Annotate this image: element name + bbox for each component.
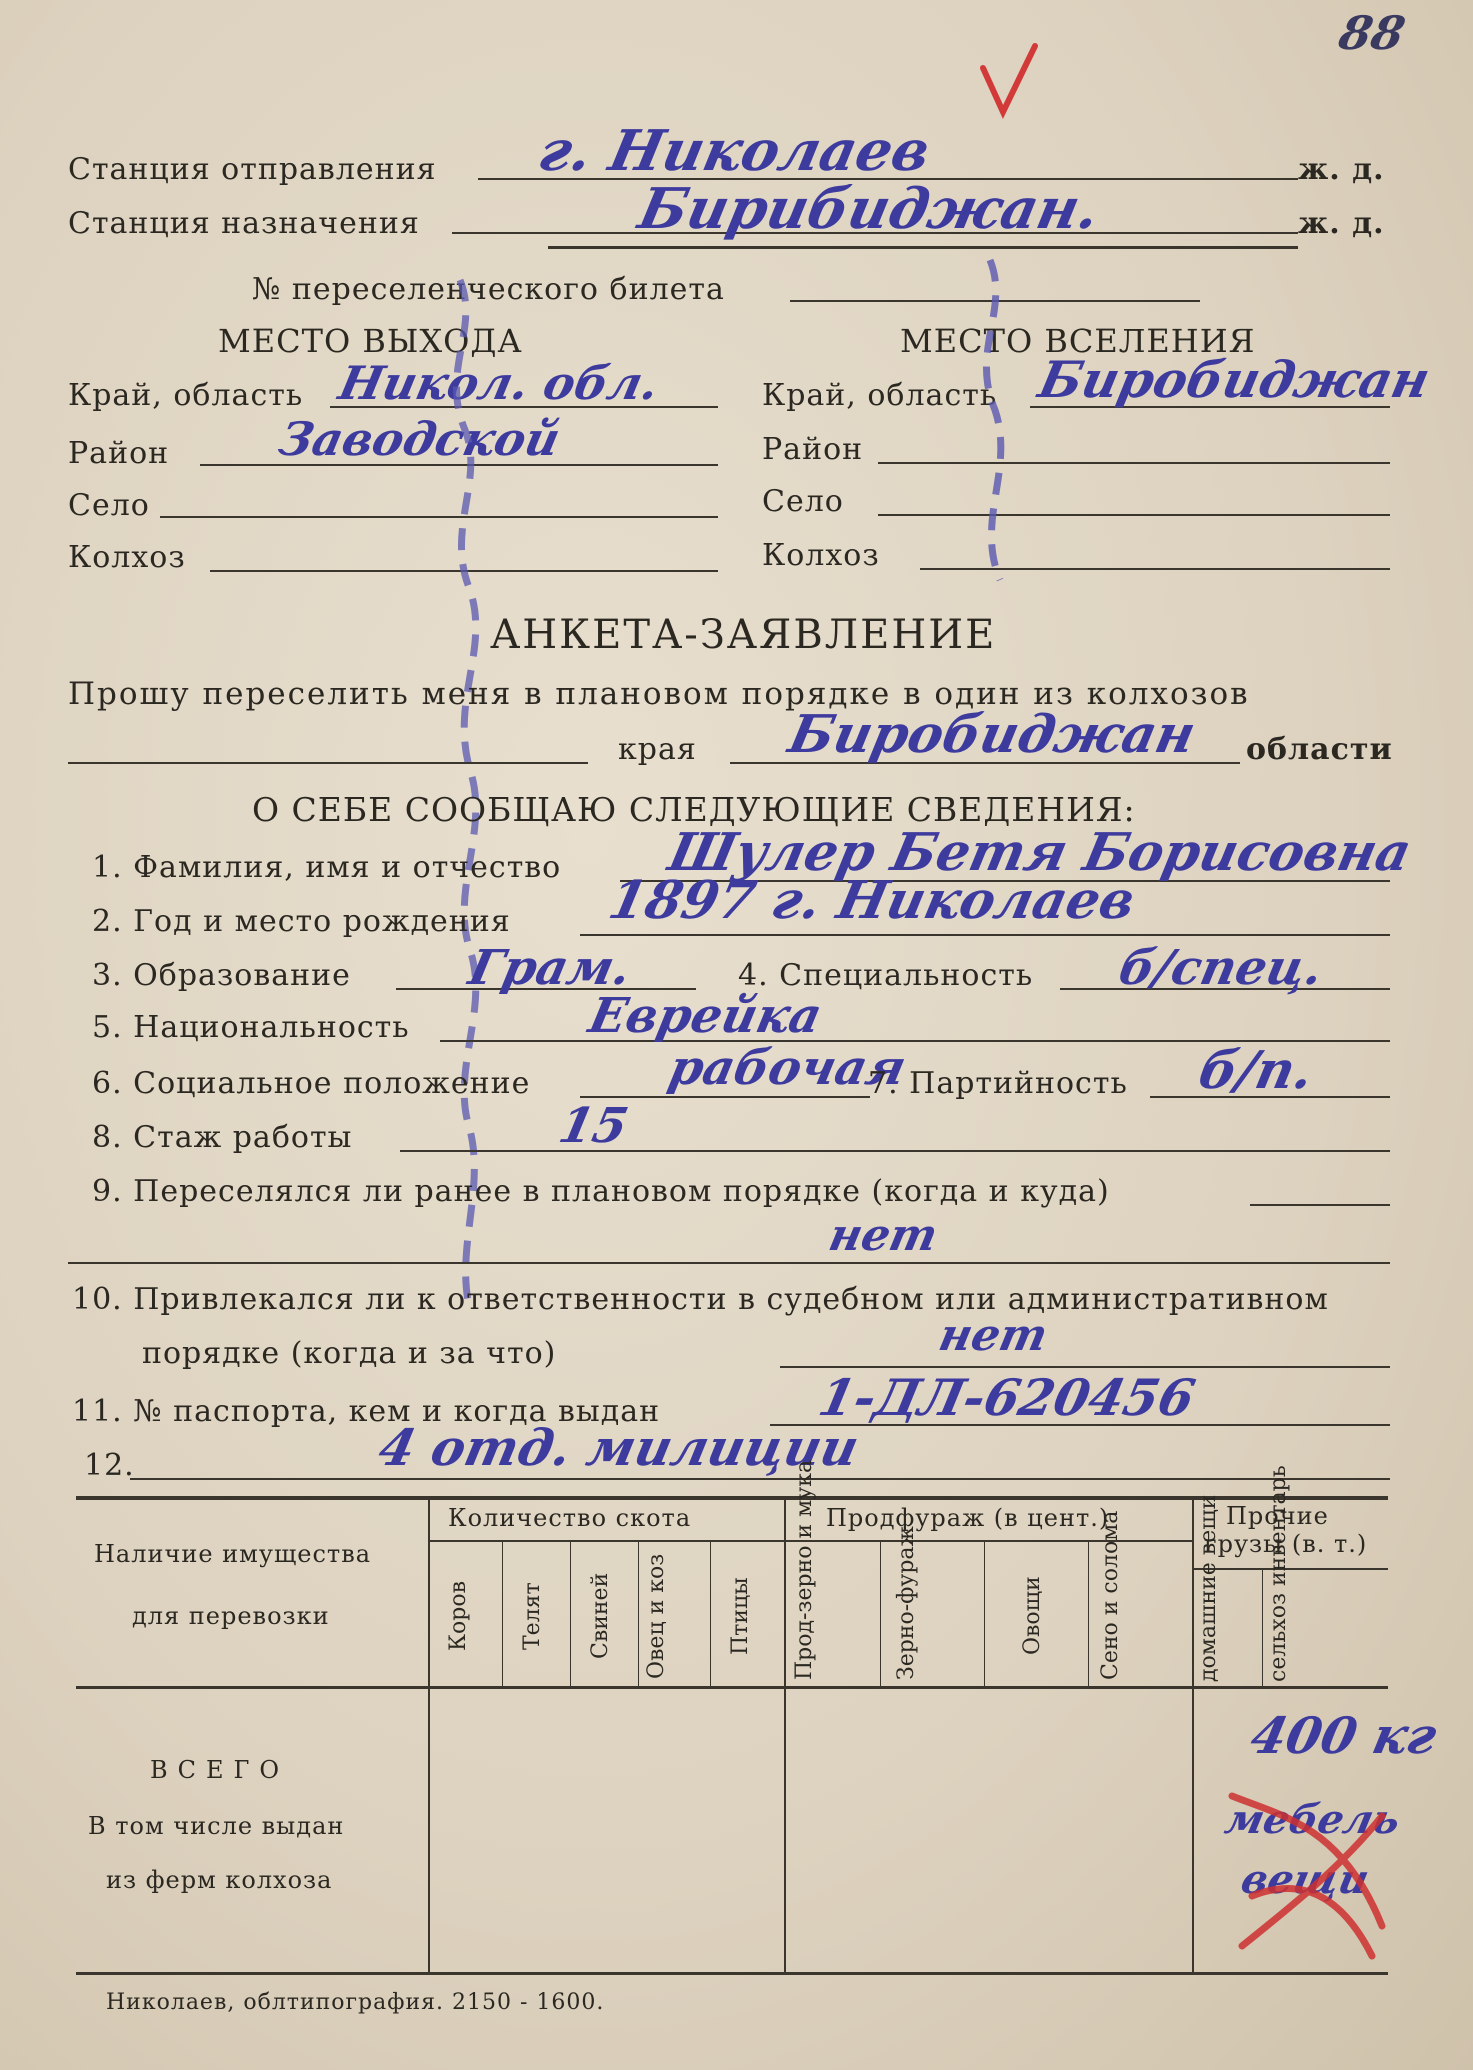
ticket-label: № переселенческого билета bbox=[252, 272, 725, 307]
group-other-line1: Прочие bbox=[1226, 1502, 1329, 1530]
to-kolkhoz-label: Колхоз bbox=[762, 538, 880, 573]
f9-value: нет bbox=[824, 1210, 943, 1261]
incl-line2: из ферм колхоза bbox=[106, 1866, 333, 1894]
to-region-label: Край, область bbox=[762, 378, 998, 413]
from-village-label: Село bbox=[68, 488, 150, 523]
red-cross-out bbox=[1222, 1776, 1392, 1966]
col-fodder-grain: Зерно-фураж bbox=[894, 1526, 919, 1680]
f8-label: 8. Стаж работы bbox=[92, 1120, 353, 1155]
f3-label: 3. Образование bbox=[92, 958, 351, 993]
other-note2: вещи bbox=[1237, 1856, 1374, 1903]
f7-value: б/п. bbox=[1193, 1040, 1319, 1101]
group-fodder: Продфураж (в цент.) bbox=[826, 1504, 1110, 1532]
from-kolkhoz-label: Колхоз bbox=[68, 540, 186, 575]
dest-rail-suffix: ж. д. bbox=[1298, 206, 1385, 241]
f3-value: Грам. bbox=[464, 940, 637, 996]
oblast-value: Биробиджан bbox=[783, 704, 1201, 765]
kray-label: края bbox=[618, 732, 697, 767]
row-header-line2: для перевозки bbox=[132, 1602, 330, 1630]
to-title: МЕСТО ВСЕЛЕНИЯ bbox=[900, 322, 1256, 360]
page-number: 88 bbox=[1334, 6, 1410, 60]
f12-line bbox=[130, 1478, 1390, 1480]
double-rule bbox=[548, 246, 1298, 249]
from-district-value: Заводской bbox=[274, 412, 565, 466]
f10-value: нет bbox=[934, 1310, 1053, 1361]
from-region-value: Никол. обл. bbox=[334, 356, 664, 410]
to-region-value: Биробиджан bbox=[1033, 350, 1436, 409]
form-title: АНКЕТА-ЗАЯВЛЕНИЕ bbox=[490, 612, 997, 658]
f12-value: 4 отд. милиции bbox=[373, 1418, 865, 1477]
request-text: Прошу переселить меня в плановом порядке в один из колхозов bbox=[68, 676, 1250, 712]
f1-value: Шулер Бетя Борисовна bbox=[663, 822, 1417, 883]
f1-label: 1. Фамилия, имя и отчество bbox=[92, 850, 562, 885]
f4-value: б/спец. bbox=[1114, 940, 1329, 996]
f12-label: 12. bbox=[84, 1448, 135, 1483]
from-title: МЕСТО ВЫХОДА bbox=[218, 322, 523, 360]
col-grain: Прод-зерно и мука bbox=[792, 1459, 817, 1680]
col-pigs: Свиней bbox=[588, 1572, 613, 1660]
crossing-mark-right bbox=[950, 250, 1030, 590]
f2-line bbox=[580, 934, 1390, 936]
dest-station-label: Станция назначения bbox=[68, 206, 420, 241]
f5-label: 5. Национальность bbox=[92, 1010, 410, 1045]
to-village-label: Село bbox=[762, 484, 844, 519]
f10-label-line1: 10. Привлекался ли к ответственности в судебном или административном bbox=[72, 1282, 1329, 1317]
oblast-label: области bbox=[1246, 732, 1393, 767]
col-vegetables: Овощи bbox=[1020, 1576, 1045, 1656]
other-value: 400 кг bbox=[1245, 1706, 1443, 1765]
group-livestock: Количество скота bbox=[448, 1504, 692, 1532]
f6-label: 6. Социальное положение bbox=[92, 1066, 531, 1101]
from-district-label: Район bbox=[68, 436, 170, 471]
printer-footer: Николаев, облтипография. 2150 - 1600. bbox=[106, 1990, 605, 2015]
f8-line bbox=[400, 1150, 1390, 1152]
about-title: О СЕБЕ СООБЩАЮ СЛЕДУЮЩИЕ СВЕДЕНИЯ: bbox=[252, 790, 1136, 829]
col-calves: Телят bbox=[520, 1582, 545, 1650]
f2-value: 1897 г. Николаев bbox=[603, 870, 1141, 931]
f8-value: 15 bbox=[554, 1098, 633, 1154]
col-household: домашние вещи bbox=[1196, 1494, 1221, 1682]
col-birds: Птицы bbox=[728, 1577, 753, 1655]
f5-value: Еврейка bbox=[584, 988, 827, 1044]
f11-label: 11. № паспорта, кем и когда выдан bbox=[72, 1394, 661, 1429]
f4-label: 4. Специальность bbox=[738, 958, 1034, 993]
f9-line bbox=[1250, 1204, 1390, 1206]
f7-label: 7. Партийность bbox=[868, 1066, 1128, 1101]
col-sheep: Овец и коз bbox=[644, 1553, 669, 1679]
check-mark-icon bbox=[975, 40, 1045, 120]
f10-label-line2: порядке (когда и за что) bbox=[142, 1336, 557, 1371]
depart-station-label: Станция отправления bbox=[68, 152, 437, 187]
f6-value: рабочая bbox=[664, 1040, 911, 1096]
col-hay: Сено и солома bbox=[1098, 1510, 1123, 1680]
f9-label: 9. Переселялся ли ранее в плановом порядке (когда и куда) bbox=[92, 1174, 1110, 1209]
to-district-label: Район bbox=[762, 432, 864, 467]
col-equipment: сельхоз инвентарь bbox=[1266, 1465, 1291, 1682]
f11-value: 1-ДЛ-620456 bbox=[813, 1368, 1200, 1427]
kray-line bbox=[68, 762, 588, 764]
f9-line-2 bbox=[68, 1262, 1390, 1264]
f2-label: 2. Год и место рождения bbox=[92, 904, 511, 939]
dest-station-value: Бирибиджан. bbox=[632, 176, 1106, 242]
depart-rail-suffix: ж. д. bbox=[1298, 152, 1385, 187]
total-label: ВСЕГО bbox=[150, 1756, 290, 1784]
group-other-line2: грузы (в. т.) bbox=[1204, 1530, 1368, 1558]
col-cows: Коров bbox=[446, 1581, 471, 1651]
depart-station-value: г. Николаев bbox=[532, 118, 937, 184]
row-header-line1: Наличие имущества bbox=[94, 1540, 372, 1568]
from-region-label: Край, область bbox=[68, 378, 304, 413]
other-note1: мебель bbox=[1221, 1796, 1405, 1843]
incl-line1: В том числе выдан bbox=[88, 1812, 345, 1840]
